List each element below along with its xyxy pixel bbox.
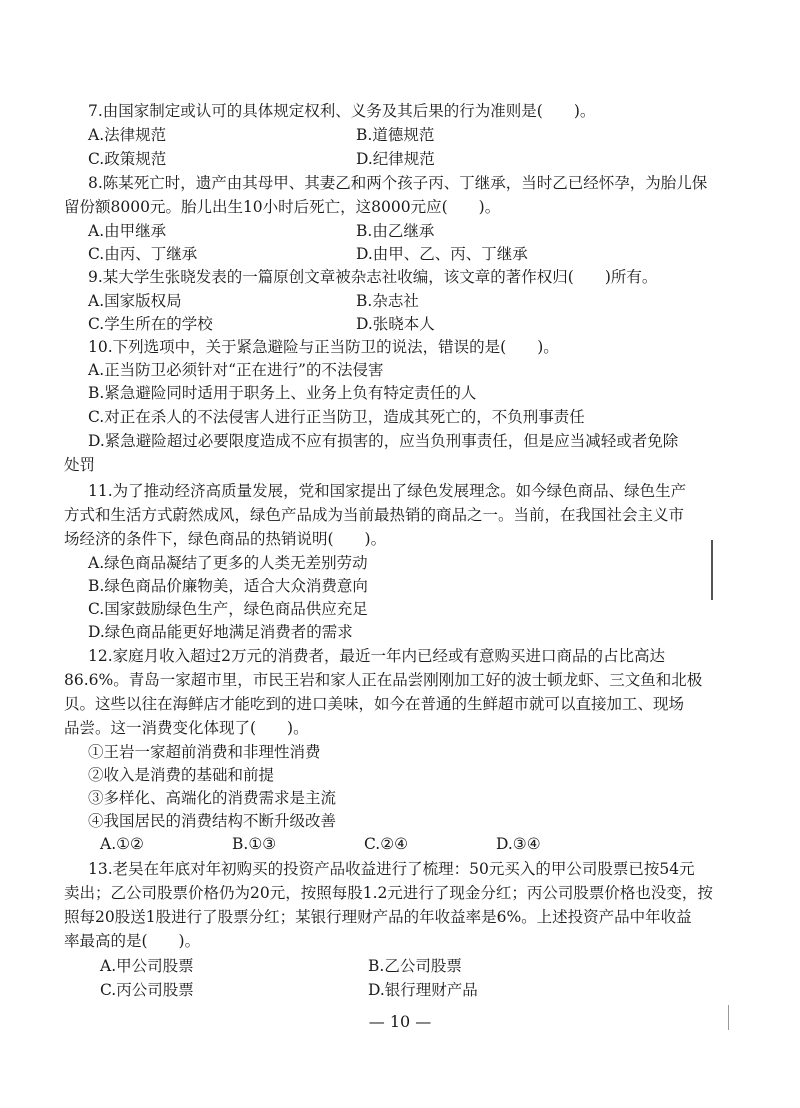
- q7-option-b: B.道德规范: [356, 126, 435, 144]
- q7-option-c: C.政策规范: [88, 150, 167, 168]
- q11-option-c: C.国家鼓励绿色生产，绿色商品供应充足: [88, 600, 368, 618]
- page-number: — 10 —: [368, 1012, 432, 1031]
- q13-option-b: B.乙公司股票: [368, 957, 462, 975]
- q9-option-a: A.国家版权局: [88, 292, 182, 310]
- q10-stem: 10.下列选项中，关于紧急避险与正当防卫的说法，错误的是( )。: [88, 338, 559, 356]
- q11-stem-line2: 方式和生活方式蔚然成风，绿色产品成为当前最热销的商品之一。当前，在我国社会主义市: [64, 506, 685, 524]
- q8-option-d: D.由甲、乙、丙、丁继承: [356, 245, 528, 263]
- q12-stem-line2: 86.6%。青岛一家超市里，市民王岩和家人正在品尝刚刚加工好的波士顿龙虾、三文鱼和北极: [64, 671, 703, 689]
- scan-edge-mark-lower: [728, 1005, 729, 1030]
- q10-option-b: B.紧急避险同时适用于职务上、业务上负有特定责任的人: [88, 384, 477, 402]
- q10-option-d-line2: 处罚: [64, 456, 96, 474]
- q9-option-d: D.张晓本人: [356, 315, 435, 333]
- q10-option-a: A.正当防卫必须针对“正在进行”的不法侵害: [88, 361, 384, 379]
- q12-stem-line3: 贝。这些以往在海鲜店才能吃到的进口美味，如今在普通的生鲜超市就可以直接加工、现场: [64, 695, 685, 713]
- q8-stem-line2: 留份额8000元。胎儿出生10小时后死亡，这8000元应( )。: [64, 198, 501, 216]
- q13-option-d: D.银行理财产品: [368, 981, 478, 999]
- q13-stem-line3: 照每20股送1股进行了股票分红；某银行理财产品的年收益率是6%。上述投资产品中年收益: [64, 908, 692, 926]
- q8-option-c: C.由丙、丁继承: [88, 245, 198, 263]
- q12-item-4: ④我国居民的消费结构不断升级改善: [88, 812, 337, 830]
- q8-option-b: B.由乙继承: [356, 222, 435, 240]
- q13-option-c: C.丙公司股票: [100, 981, 194, 999]
- q13-option-a: A.甲公司股票: [100, 957, 194, 975]
- q12-item-1: ①王岩一家超前消费和非理性消费: [88, 743, 321, 761]
- q11-stem-line3: 场经济的条件下，绿色商品的热销说明( )。: [64, 530, 387, 548]
- q10-option-c: C.对正在杀人的不法侵害人进行正当防卫，造成其死亡的，不负刑事责任: [88, 408, 585, 426]
- q12-option-b: B.①③: [232, 835, 277, 853]
- q7-option-d: D.纪律规范: [356, 150, 435, 168]
- scan-edge-mark: [711, 540, 713, 600]
- q11-option-b: B.绿色商品价廉物美，适合大众消费意向: [88, 577, 368, 595]
- q11-stem-line1: 11.为了推动经济高质量发展，党和国家提出了绿色发展理念。如今绿色商品、绿色生产: [88, 482, 687, 500]
- q9-option-c: C.学生所在的学校: [88, 315, 213, 333]
- q9-stem: 9.某大学生张晓发表的一篇原创文章被杂志社收编，该文章的著作权归( )所有。: [88, 268, 658, 286]
- q12-item-2: ②收入是消费的基础和前提: [88, 766, 275, 784]
- q10-option-d-line1: D.紧急避险超过必要限度造成不应有损害的，应当负刑事责任，但是应当减轻或者免除: [88, 432, 679, 450]
- q13-stem-line2: 卖出；乙公司股票价格仍为20元，按照每股1.2元进行了现金分红；丙公司股票价格也没变，按: [64, 884, 713, 902]
- q13-stem-line1: 13.老吴在年底对年初购买的投资产品收益进行了梳理：50元买入的甲公司股票已按54元: [88, 860, 695, 878]
- q11-option-a: A.绿色商品凝结了更多的人类无差别劳动: [88, 554, 368, 572]
- q12-stem-line1: 12.家庭月收入超过2万元的消费者，最近一年内已经或有意购买进口商品的占比高达: [88, 647, 666, 665]
- q12-option-d: D.③④: [496, 835, 541, 853]
- q8-option-a: A.由甲继承: [88, 222, 167, 240]
- q8-stem-line1: 8.陈某死亡时，遗产由其母甲、其妻乙和两个孩子丙、丁继承，当时乙已经怀孕，为胎儿保: [88, 174, 708, 192]
- q11-option-d: D.绿色商品能更好地满足消费者的需求: [88, 623, 353, 641]
- q12-item-3: ③多样化、高端化的消费需求是主流: [88, 789, 337, 807]
- q12-option-a: A.①②: [100, 835, 144, 853]
- q12-option-c: C.②④: [364, 835, 409, 853]
- q7-stem: 7.由国家制定或认可的具体规定权利、义务及其后果的行为准则是( )。: [88, 102, 596, 120]
- q12-stem-line4: 品尝。这一消费变化体现了( )。: [64, 719, 309, 737]
- q13-stem-line4: 率最高的是( )。: [64, 932, 201, 950]
- q7-option-a: A.法律规范: [88, 126, 167, 144]
- q9-option-b: B.杂志社: [356, 292, 419, 310]
